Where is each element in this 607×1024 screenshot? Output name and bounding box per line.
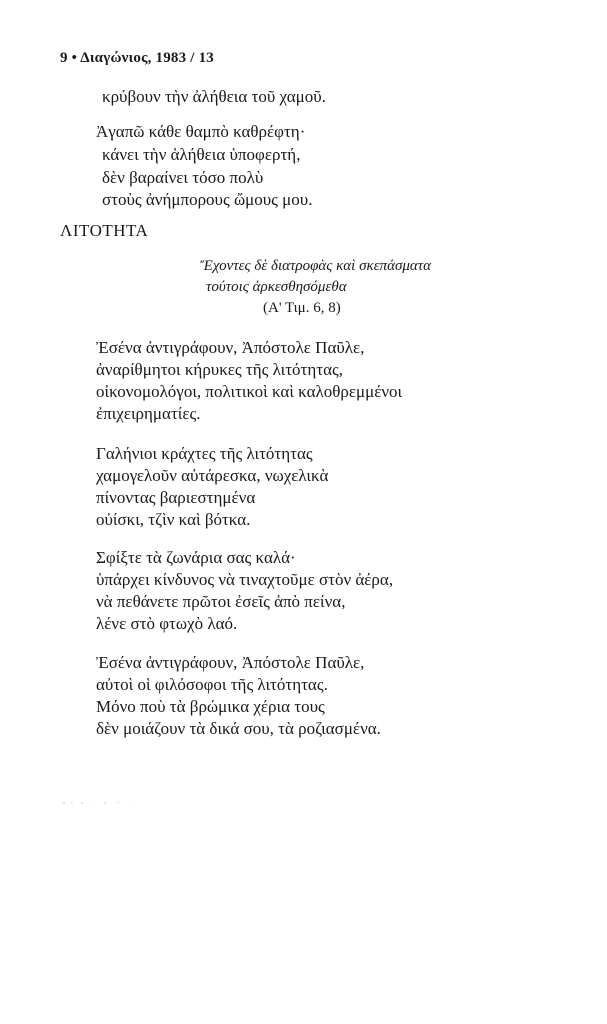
stanza-line: αὐτοὶ οἱ φιλόσοφοι τῆς λιτότητας. bbox=[96, 675, 328, 694]
stanza-line: οἰκονομολόγοι, πολιτικοὶ καὶ καλοθρεμμένοι bbox=[96, 382, 403, 401]
stanza-line: λένε στὸ φτωχὸ λαό. bbox=[96, 614, 238, 633]
stanza-line: οὐίσκι, τζὶν καὶ βότκα. bbox=[96, 510, 251, 529]
stanza-line: δὲν μοιάζουν τὰ δικά σου, τὰ ροζιασμένα. bbox=[96, 719, 381, 738]
poem-title: ΛΙΤΟΤΗΤΑ bbox=[60, 221, 149, 240]
intro-line: δὲν βαραίνει τόσο πολὺ bbox=[102, 168, 264, 187]
print-smudge bbox=[60, 800, 140, 806]
stanza-line: νὰ πεθάνετε πρῶτοι ἐσεῖς ἀπὸ πείνα, bbox=[96, 592, 346, 611]
stanza-line: Σφίξτε τὰ ζωνάρια σας καλά· bbox=[96, 548, 296, 567]
stanza-line: Ἐσένα ἀντιγράφουν, Ἀπόστολε Παῦλε, bbox=[96, 653, 365, 672]
intro-line: στοὺς ἀνήμπορους ὤμους μου. bbox=[102, 190, 313, 209]
intro-line: κρύβουν τὴν ἀλήθεια τοῦ χαμοῦ. bbox=[102, 87, 326, 106]
stanza-line: ἐπιχειρηματίες. bbox=[96, 404, 201, 423]
stanza-line: Γαλήνιοι κράχτες τῆς λιτότητας bbox=[96, 444, 313, 463]
stanza-line: πίνοντας βαριεστημένα bbox=[96, 488, 256, 507]
page-header: 9 • Διαγώνιος, 1983 / 13 bbox=[60, 50, 214, 66]
stanza-line: Μόνο ποὺ τὰ βρώμικα χέρια τους bbox=[96, 697, 325, 716]
epigraph-line: τούτοις ἀρκεσθησόμεθα bbox=[206, 279, 347, 295]
epigraph-line: Ἔχοντες δὲ διατροφὰς καὶ σκεπάσματα bbox=[200, 258, 432, 274]
stanza-line: χαμογελοῦν αὐτάρεσκα, νωχελικὰ bbox=[96, 466, 329, 485]
stanza-line: ὑπάρχει κίνδυνος νὰ τιναχτοῦμε στὸν ἀέρα, bbox=[96, 570, 394, 589]
stanza-line: Ἐσένα ἀντιγράφουν, Ἀπόστολε Παῦλε, bbox=[96, 338, 365, 357]
intro-line: Ἀγαπῶ κάθε θαμπὸ καθρέφτη· bbox=[96, 122, 306, 141]
epigraph-reference: (Α' Τιμ. 6, 8) bbox=[263, 300, 341, 316]
intro-line: κάνει τὴν ἀλήθεια ὑποφερτή, bbox=[102, 145, 301, 164]
stanza-line: ἀναρίθμητοι κήρυκες τῆς λιτότητας, bbox=[96, 360, 343, 379]
